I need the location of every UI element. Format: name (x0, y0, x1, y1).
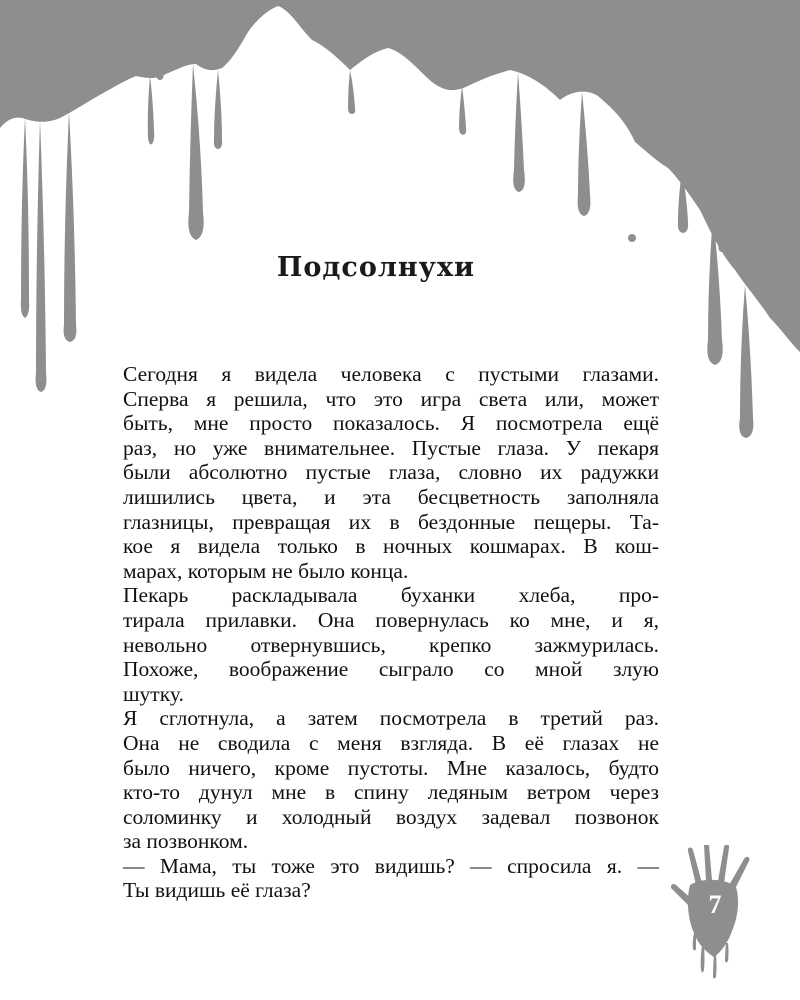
text-line: Сегодня я видела человека с пустыми глазами. (123, 362, 659, 386)
text-line: Ты видишь её глаза? (123, 878, 311, 903)
text-line: тирала прилавки. Она повернулась ко мне, и я, (123, 607, 659, 632)
page-number: 7 (708, 890, 722, 919)
text-line: кое я видела только в ночных кошмарах. В кош- (123, 534, 659, 559)
text-line: соломинку и холодный воздух задевал позвонок (123, 804, 659, 829)
text-line: марах, которым не было конца. (123, 558, 409, 583)
text-line: за позвонком. (123, 829, 249, 854)
text-line: были абсолютно пустые глаза, словно их радужки (123, 460, 659, 485)
text-line: было ничего, кроме пустоты. Мне казалось, будто (123, 755, 659, 780)
chapter-title: Подсолнухи (276, 252, 476, 283)
text-line: Пекарь раскладывала буханки хлеба, про- (123, 583, 659, 608)
text-line: Похоже, воображение сыграло со мной злую (123, 657, 659, 682)
text-line: кто-то дунул мне в спину ледяным ветром через (123, 780, 659, 805)
text-line: лишились цвета, и эта бесцветность заполняла (123, 484, 659, 509)
text-line: Я сглотнула, а затем посмотрела в третий раз. (123, 706, 659, 731)
text-line: Она не сводила с меня взгляда. В её глазах не (123, 730, 659, 755)
paragraph-4 (93, 854, 659, 903)
text-line: невольно отвернувшись, крепко зажмурилась. (123, 632, 659, 657)
paragraph-2 (93, 583, 659, 706)
text-line: Сперва я решила, что это игра света или, может (123, 386, 659, 411)
paragraph-3 (93, 706, 659, 854)
text-line: раз, но уже внимательнее. Пустые глаза. У пекаря (123, 435, 659, 460)
text-line: шутку. (123, 681, 184, 706)
paragraph-1 (93, 362, 659, 583)
text-line: быть, мне просто показалось. Я посмотрела ещё (123, 411, 659, 436)
text-line: — Мама, ты тоже это видишь? — спросила я. — (123, 853, 659, 878)
text-line: глазницы, превращая их в бездонные пещеры. Та- (123, 509, 659, 534)
body-text (93, 362, 659, 903)
